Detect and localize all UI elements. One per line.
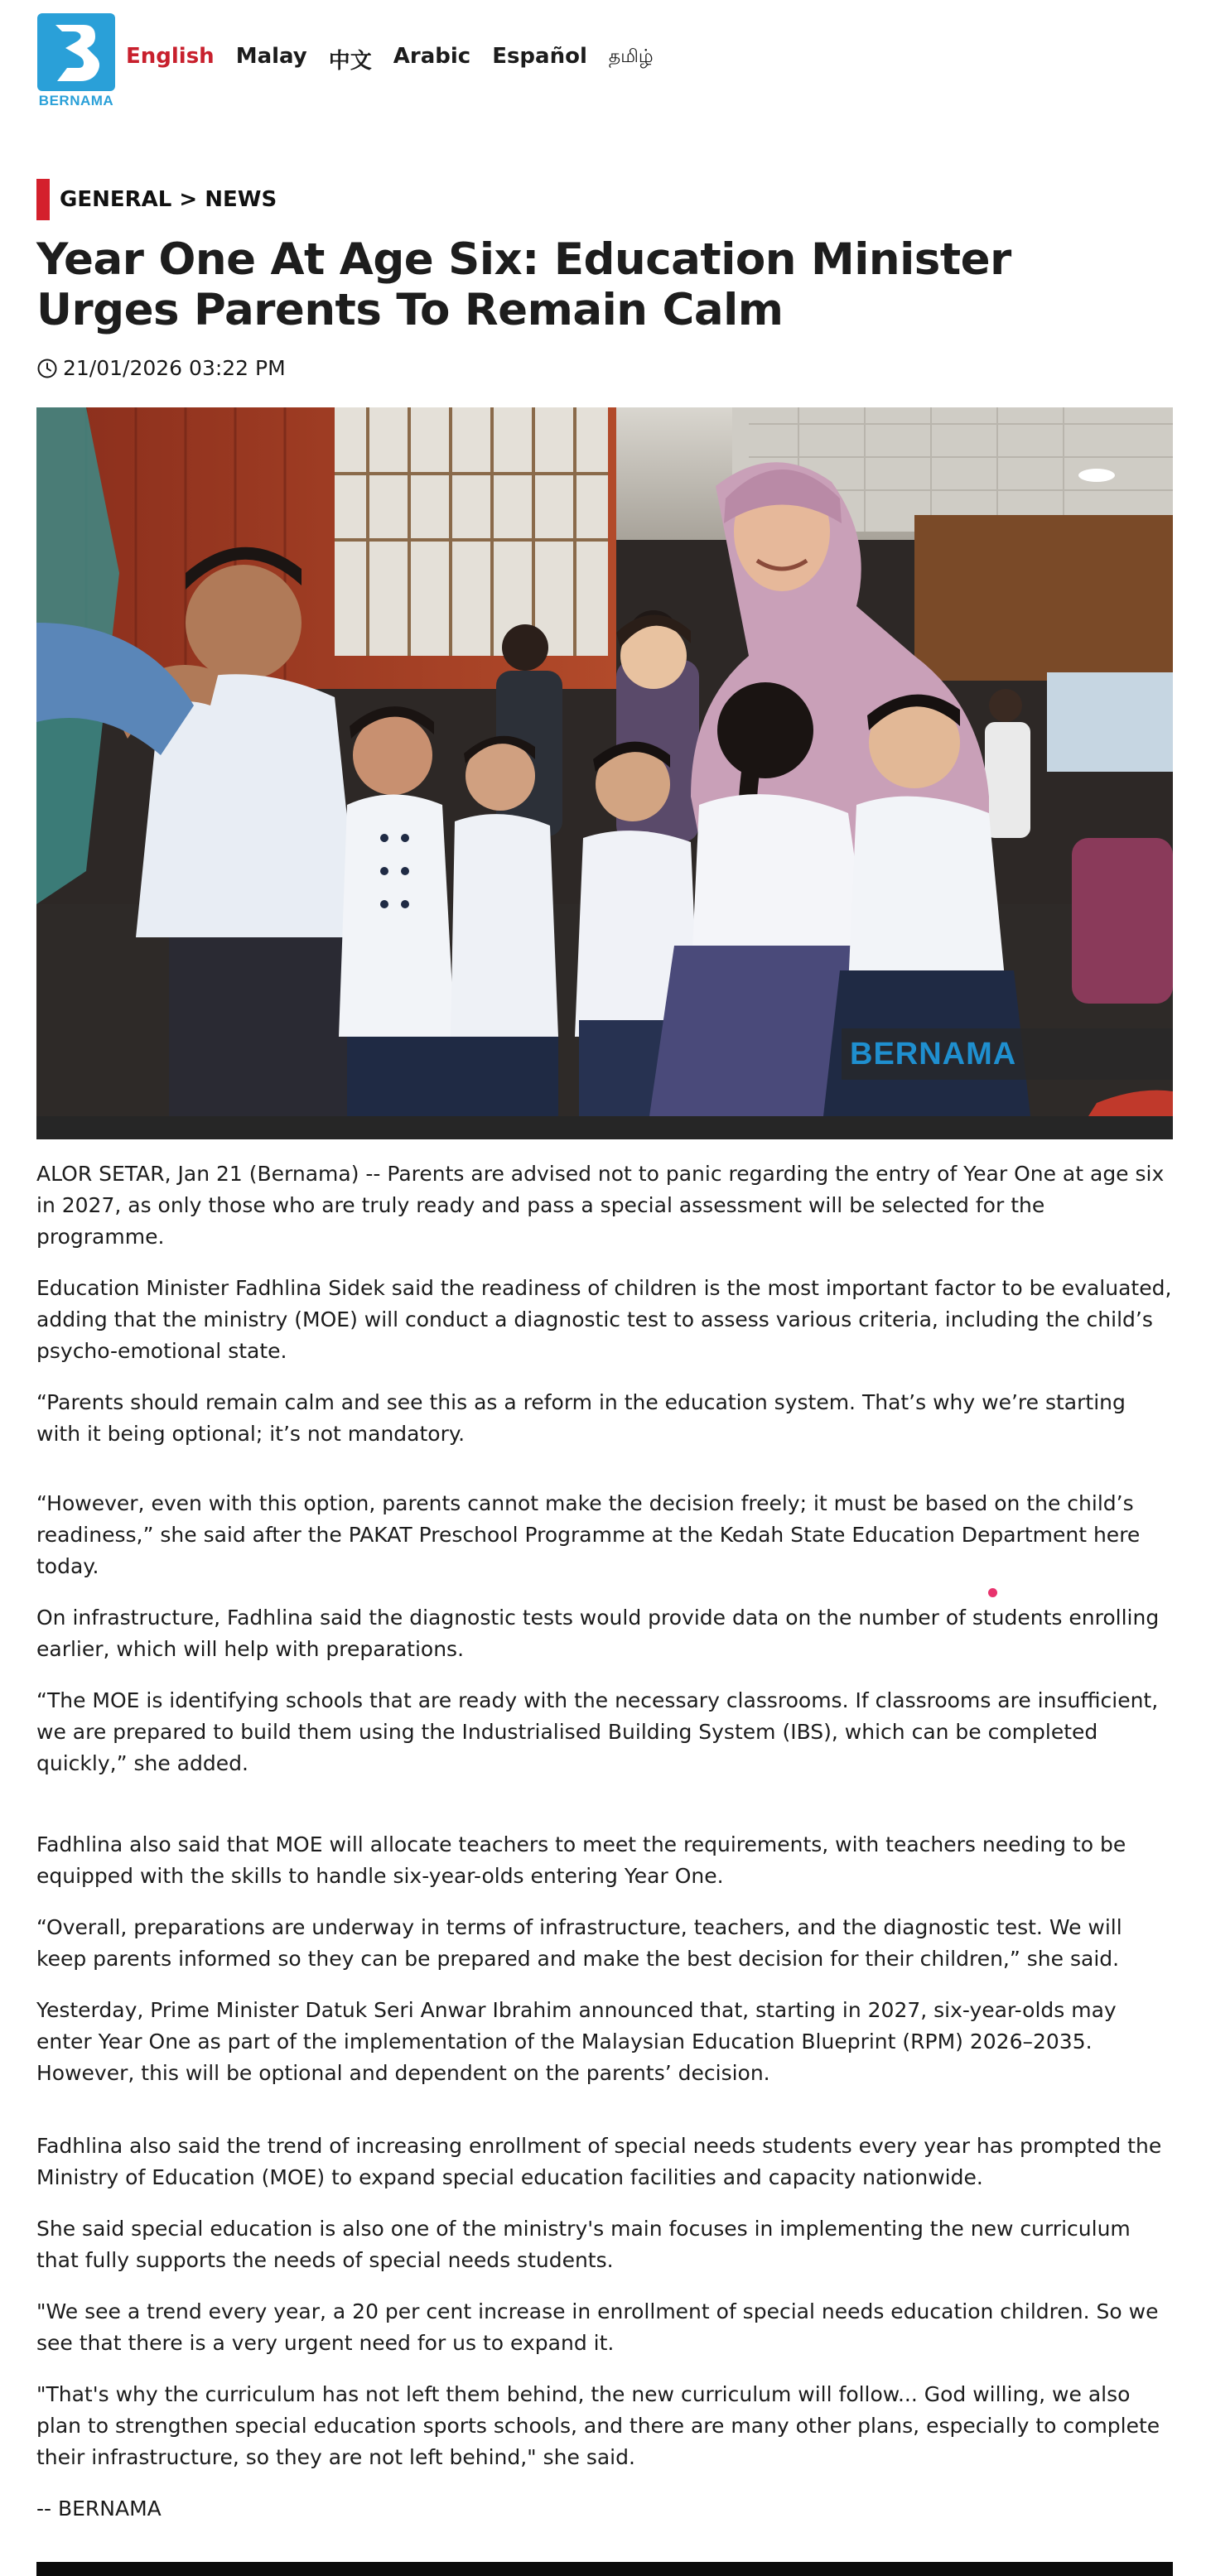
breadcrumb-general[interactable]: GENERAL: [60, 187, 172, 212]
lang-english[interactable]: English: [126, 44, 215, 69]
paragraph: Fadhlina also said that MOE will allocate teachers to meet the requirements, with teachers needing to be equipped with the skills to handle six-year-olds entering Year One.: [36, 1832, 1126, 1888]
article-body: [36, 1158, 1173, 2545]
lang-tamil[interactable]: தமிழ்: [608, 46, 654, 67]
breadcrumb: [36, 179, 277, 220]
paragraph: Fadhlina also said the trend of increasing enrollment of special needs students every year has prompted the Ministry of Education (MOE) to expand special education facilities and capacity nationwide.: [36, 2134, 1162, 2189]
pink-dot: [988, 1588, 997, 1597]
bernama-logo-text: BERNAMA: [38, 93, 114, 108]
photo-watermark: BERNAMA: [842, 1028, 1173, 1080]
paragraph: On infrastructure, Fadhlina said the diagnostic tests would provide data on the number of students enrolling earlier, which will help with preparations.: [36, 1606, 1160, 1661]
lang-malay[interactable]: Malay: [235, 44, 307, 69]
paragraph: Yesterday, Prime Minister Datuk Seri Anwar Ibrahim announced that, starting in 2027, six-year-olds may enter Year One as part of the implementation of the Malaysian Education Blueprint (RPM) 2026–2035. However, this will be optional and dependent on the parents’ decision.: [36, 1998, 1117, 2085]
paragraph: “Parents should remain calm and see this as a reform in the education system. That’s why we’re starting with it being optional; it’s not mandatory.: [36, 1390, 1126, 1446]
article-credit: -- BERNAMA: [36, 2497, 162, 2521]
article-photo[interactable]: [36, 407, 1173, 1116]
article-date: 21/01/2026 03:22 PM: [63, 356, 286, 380]
paragraph: She said special education is also one of the ministry's main focuses in implementing the new curriculum that fully supports the needs of special needs students.: [36, 2217, 1131, 2272]
paragraph: ALOR SETAR, Jan 21 (Bernama) -- Parents are advised not to panic regarding the entry of Year One at age six in 2027, as only those who are truly ready and pass a special assessment will be selected for the programme.: [36, 1162, 1165, 1249]
paragraph: "We see a trend every year, a 20 per cent increase in enrollment of special needs education children. So we see that there is a very urgent need for us to expand it.: [36, 2299, 1159, 2355]
breadcrumb-separator: >: [179, 187, 198, 212]
bottom-bar: [36, 2562, 1173, 2576]
paragraph: Education Minister Fadhlina Sidek said the readiness of children is the most important factor to be evaluated, adding that the ministry (MOE) will conduct a diagnostic test to assess various criteria, including the child’s psycho-emotional state.: [36, 1276, 1172, 1363]
photo-caption-bar: [36, 1116, 1173, 1139]
lang-arabic[interactable]: Arabic: [393, 44, 471, 69]
site-header: [36, 13, 654, 106]
breadcrumb-accent-bar: [36, 179, 50, 220]
paragraph: “Overall, preparations are underway in terms of infrastructure, teachers, and the diagnostic test. We will keep parents informed so they can be prepared and make the best decision for their children,” she said.: [36, 1915, 1122, 1971]
paragraph: “However, even with this option, parents cannot make the decision freely; it must be based on the child’s readiness,” she said after the PAKAT Preschool Programme at the Kedah State Education Department here today.: [36, 1491, 1141, 1578]
article-dateline: [36, 356, 286, 380]
paragraph: "That's why the curriculum has not left them behind, the new curriculum will follow... God willing, we also plan to strengthen special education sports schools, and there are many other plans, especially to complete their infrastructure, so they are not left behind," she said.: [36, 2382, 1160, 2469]
breadcrumb-news[interactable]: NEWS: [205, 187, 277, 212]
lang-chinese[interactable]: 中文: [328, 49, 372, 74]
article-title: Year One At Age Six: Education Minister Urges Parents To Remain Calm: [36, 234, 1011, 335]
paragraph: “The MOE is identifying schools that are ready with the necessary classrooms. If classrooms are insufficient, we are prepared to build them using the Industrialised Building System (IBS), which can be completed quickly,” she added.: [36, 1688, 1159, 1775]
bernama-logo-mark: [37, 13, 115, 91]
bernama-logo[interactable]: [36, 13, 116, 106]
photo-scene: [36, 407, 1173, 1116]
lang-espanol[interactable]: Español: [492, 44, 587, 69]
language-nav: [126, 44, 654, 75]
clock-icon: [36, 358, 58, 379]
